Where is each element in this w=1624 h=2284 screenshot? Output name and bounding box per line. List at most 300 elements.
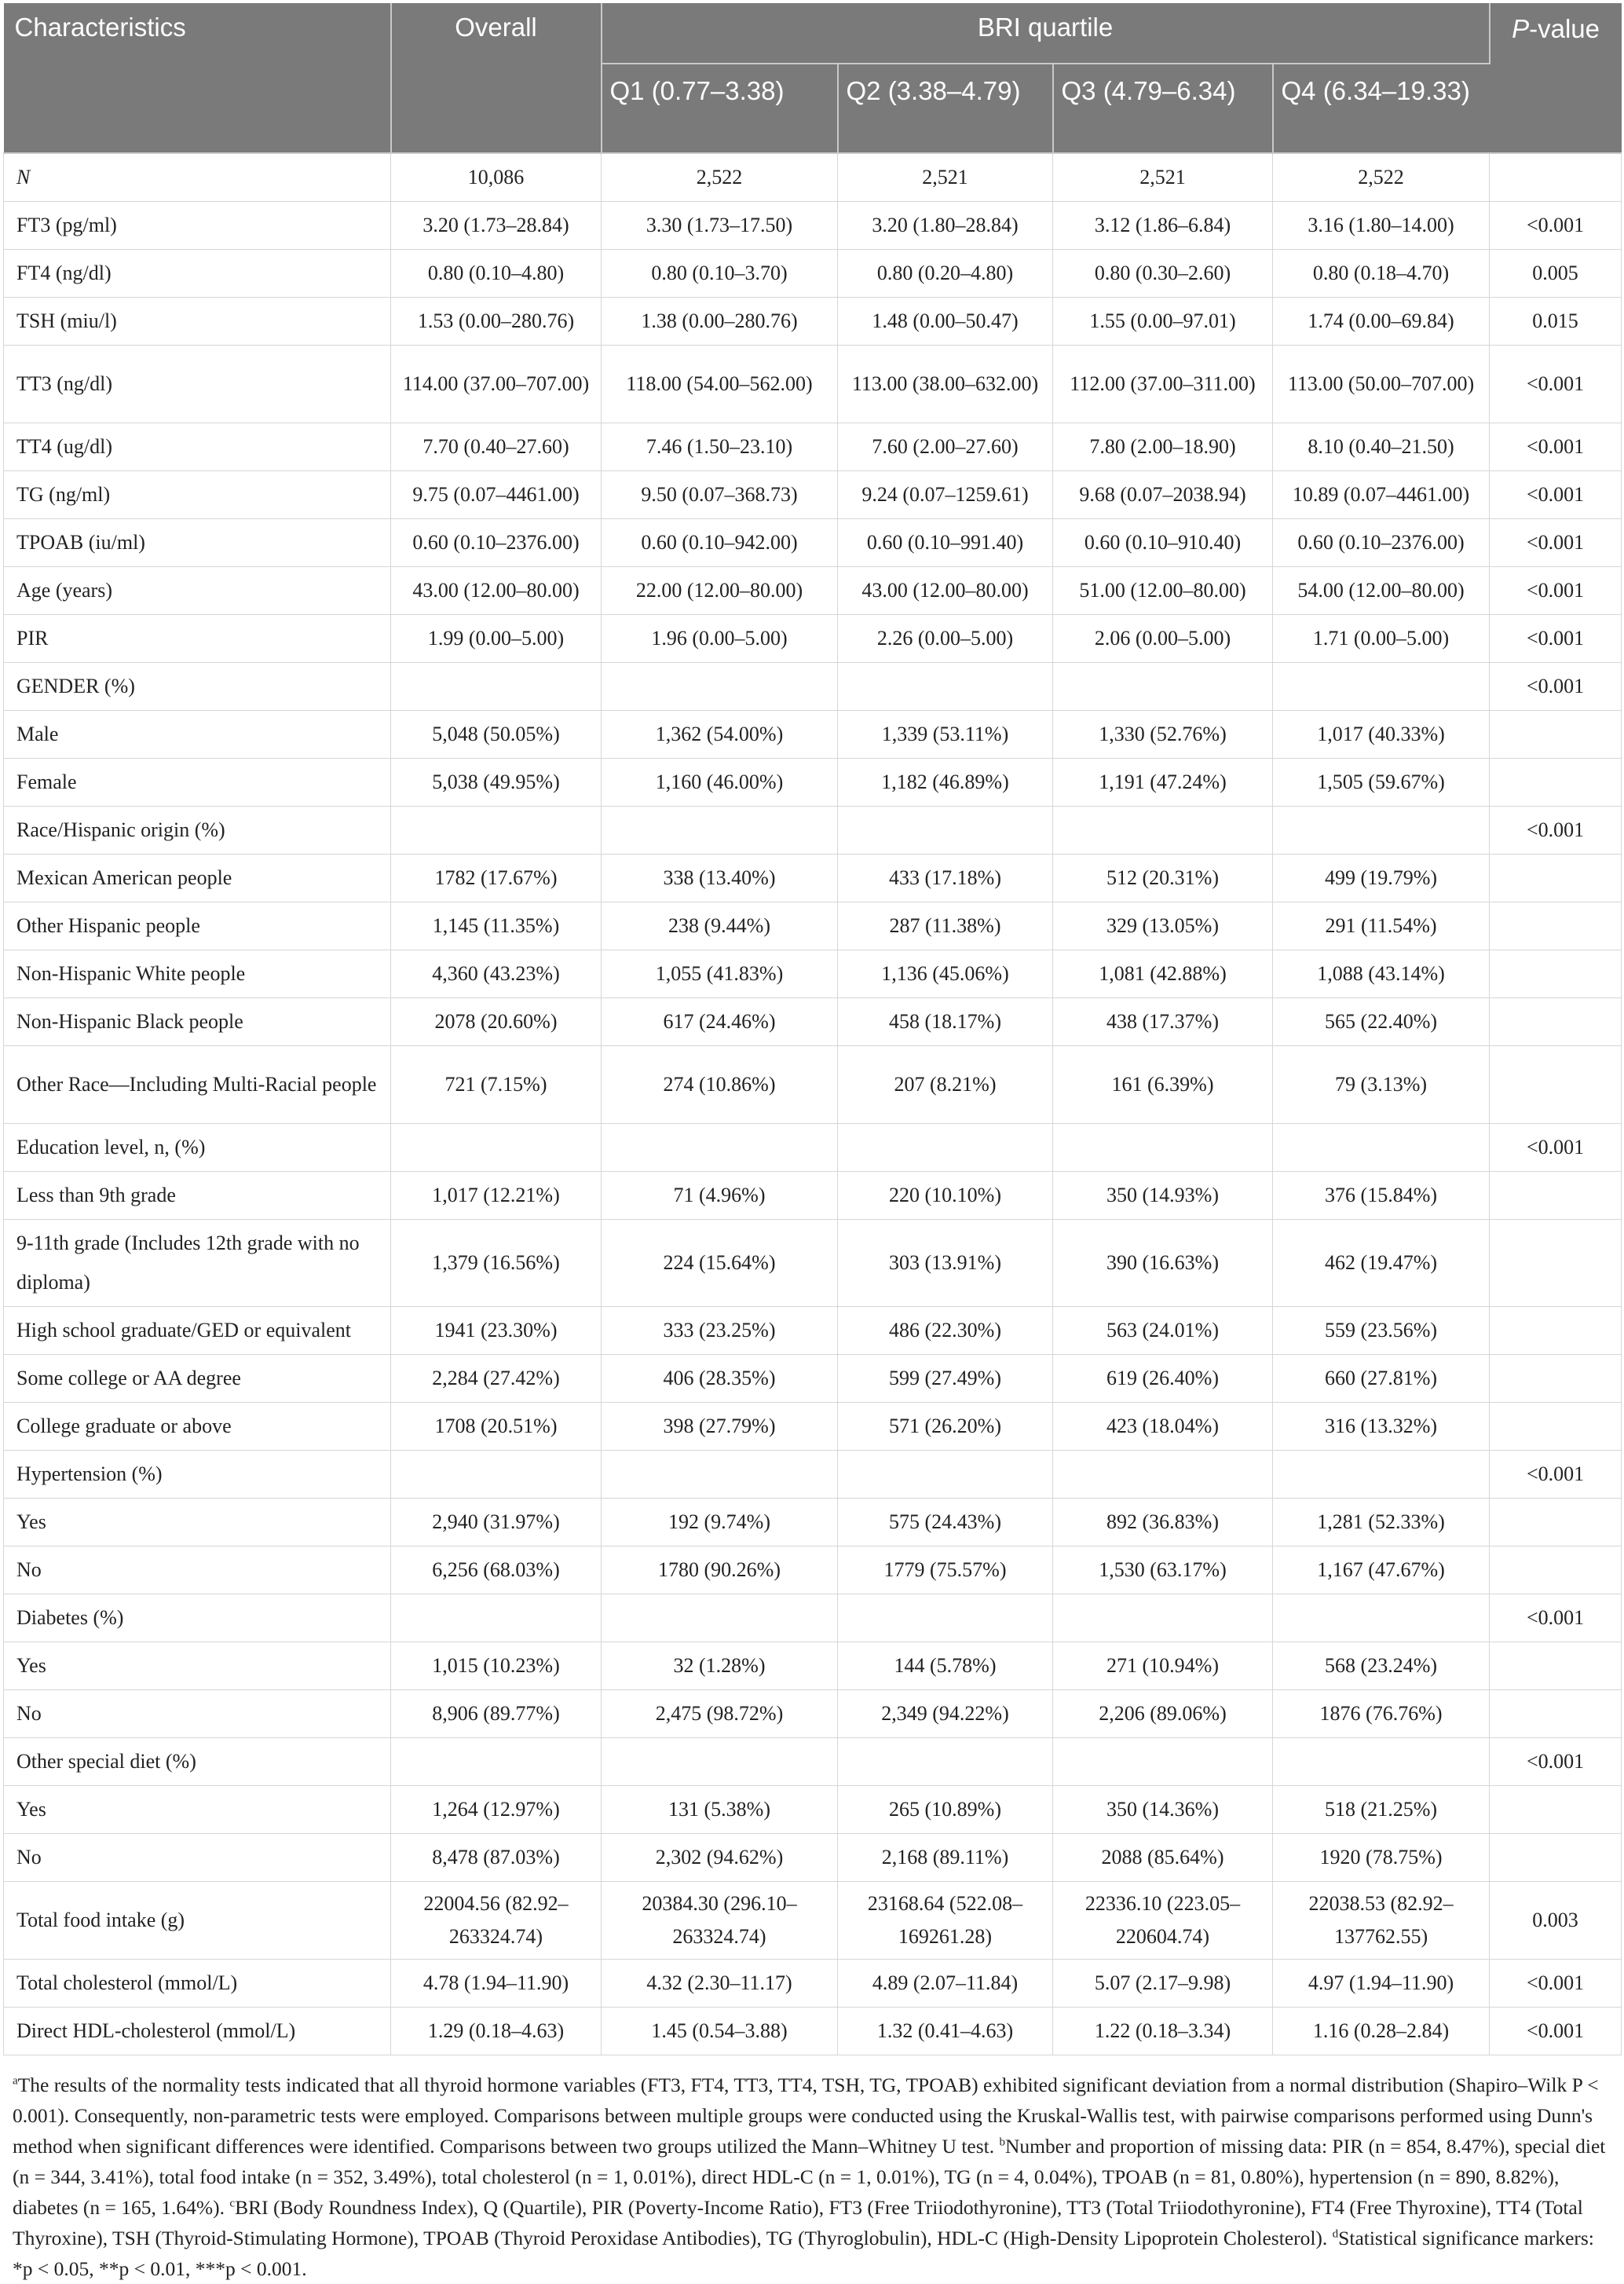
cell-q2: 458 (18.17%) — [838, 998, 1053, 1046]
cell-q1: 1,362 (54.00%) — [602, 711, 838, 759]
table-row — [4, 1594, 1622, 1642]
table-row — [4, 298, 1622, 346]
cell-p-value — [1490, 1307, 1622, 1355]
cell-characteristic: Other Race—Including Multi-Racial people — [4, 1046, 391, 1124]
cell-q3: 51.00 (12.00–80.00) — [1053, 567, 1273, 615]
header-bri-quartile: BRI quartile — [602, 3, 1490, 64]
cell-q4: 660 (27.81%) — [1273, 1355, 1490, 1403]
cell-p-value — [1490, 1355, 1622, 1403]
cell-q4: 0.80 (0.18–4.70) — [1273, 250, 1490, 298]
cell-q1 — [602, 807, 838, 855]
cell-characteristic: TPOAB (iu/ml) — [4, 519, 391, 567]
cell-q1: 9.50 (0.07–368.73) — [602, 471, 838, 519]
cell-p-value — [1490, 1834, 1622, 1882]
cell-q1: 1.45 (0.54–3.88) — [602, 2008, 838, 2055]
cell-q1: 1,160 (46.00%) — [602, 759, 838, 807]
cell-overall: 4,360 (43.23%) — [391, 950, 602, 998]
cell-q3: 3.12 (1.86–6.84) — [1053, 202, 1273, 250]
cell-q2 — [838, 663, 1053, 711]
cell-q1 — [602, 1124, 838, 1172]
cell-q4 — [1273, 1451, 1490, 1499]
cell-characteristic: N — [4, 153, 391, 202]
cell-characteristic: TG (ng/ml) — [4, 471, 391, 519]
cell-q2 — [838, 1124, 1053, 1172]
cell-p-value — [1490, 1046, 1622, 1124]
cell-characteristic: Diabetes (%) — [4, 1594, 391, 1642]
cell-q3 — [1053, 1124, 1273, 1172]
cell-p-value — [1490, 855, 1622, 902]
cell-q1 — [602, 1594, 838, 1642]
cell-q2 — [838, 807, 1053, 855]
cell-q2: 2,168 (89.11%) — [838, 1834, 1053, 1882]
baseline-characteristics-table — [3, 3, 1622, 2055]
table-footnotes — [3, 2070, 1621, 2284]
cell-q2: 571 (26.20%) — [838, 1403, 1053, 1451]
table-row — [4, 950, 1622, 998]
footnote-b-mark: b — [999, 2136, 1005, 2149]
cell-q4: 0.60 (0.10–2376.00) — [1273, 519, 1490, 567]
cell-q1: 224 (15.64%) — [602, 1220, 838, 1307]
cell-overall — [391, 1594, 602, 1642]
footnote-a: The results of the normality tests indicated that all thyroid hormone variables (FT3, FT4, TT3, TT4, TSH, TG, TPOAB) exhibited significant deviation from a normal distribution (Shapiro–Wilk P < 0.001). Consequently, non-parametric tests were employed. Comparisons between multiple groups were conducted using the Kruskal-Wallis test, with pairwise comparisons performed using Dunn's method when significant differences were identified. Comparisons between two groups utilized the Mann–Whitney U test. — [13, 2074, 1599, 2158]
cell-p-value — [1490, 1786, 1622, 1834]
cell-q3: 619 (26.40%) — [1053, 1355, 1273, 1403]
cell-q3: 161 (6.39%) — [1053, 1046, 1273, 1124]
cell-overall: 2,940 (31.97%) — [391, 1499, 602, 1546]
table-row — [4, 1690, 1622, 1738]
cell-q3 — [1053, 1594, 1273, 1642]
cell-q2: 3.20 (1.80–28.84) — [838, 202, 1053, 250]
cell-q1: 192 (9.74%) — [602, 1499, 838, 1546]
cell-q1: 398 (27.79%) — [602, 1403, 838, 1451]
cell-overall: 1.99 (0.00–5.00) — [391, 615, 602, 663]
cell-overall: 5,038 (49.95%) — [391, 759, 602, 807]
cell-q1: 338 (13.40%) — [602, 855, 838, 902]
cell-characteristic: Hypertension (%) — [4, 1451, 391, 1499]
cell-overall: 43.00 (12.00–80.00) — [391, 567, 602, 615]
table-row — [4, 759, 1622, 807]
cell-overall — [391, 663, 602, 711]
cell-p-value: <0.001 — [1490, 1594, 1622, 1642]
cell-p-value — [1490, 1499, 1622, 1546]
table-row — [4, 1307, 1622, 1355]
cell-q1: 20384.30 (296.10–263324.74) — [602, 1882, 838, 1960]
table-row — [4, 2008, 1622, 2055]
cell-p-value: <0.001 — [1490, 346, 1622, 423]
cell-overall: 22004.56 (82.92–263324.74) — [391, 1882, 602, 1960]
cell-q3 — [1053, 807, 1273, 855]
cell-characteristic: High school graduate/GED or equivalent — [4, 1307, 391, 1355]
cell-q3: 5.07 (2.17–9.98) — [1053, 1960, 1273, 2008]
cell-q2: 303 (13.91%) — [838, 1220, 1053, 1307]
cell-q4: 1,505 (59.67%) — [1273, 759, 1490, 807]
cell-q3: 329 (13.05%) — [1053, 902, 1273, 950]
cell-p-value — [1490, 1220, 1622, 1307]
cell-overall: 1708 (20.51%) — [391, 1403, 602, 1451]
cell-q4: 10.89 (0.07–4461.00) — [1273, 471, 1490, 519]
cell-q1 — [602, 1451, 838, 1499]
cell-overall: 0.60 (0.10–2376.00) — [391, 519, 602, 567]
table-row — [4, 711, 1622, 759]
cell-p-value: <0.001 — [1490, 567, 1622, 615]
cell-characteristic: FT4 (ng/dl) — [4, 250, 391, 298]
table-row — [4, 1046, 1622, 1124]
cell-q4: 113.00 (50.00–707.00) — [1273, 346, 1490, 423]
cell-overall: 1941 (23.30%) — [391, 1307, 602, 1355]
table-row — [4, 250, 1622, 298]
cell-q3: 350 (14.93%) — [1053, 1172, 1273, 1220]
cell-p-value — [1490, 1403, 1622, 1451]
cell-q4: 1920 (78.75%) — [1273, 1834, 1490, 1882]
header-overall: Overall — [391, 3, 602, 153]
cell-q3: 438 (17.37%) — [1053, 998, 1273, 1046]
table-row — [4, 1172, 1622, 1220]
cell-characteristic: Total food intake (g) — [4, 1882, 391, 1960]
cell-characteristic: FT3 (pg/ml) — [4, 202, 391, 250]
cell-q4: 559 (23.56%) — [1273, 1307, 1490, 1355]
cell-q1: 2,522 — [602, 153, 838, 202]
cell-q3: 1.55 (0.00–97.01) — [1053, 298, 1273, 346]
cell-q2: 2.26 (0.00–5.00) — [838, 615, 1053, 663]
cell-p-value: <0.001 — [1490, 2008, 1622, 2055]
cell-overall — [391, 1451, 602, 1499]
cell-q3 — [1053, 1738, 1273, 1786]
cell-characteristic: Less than 9th grade — [4, 1172, 391, 1220]
cell-q2: 113.00 (38.00–632.00) — [838, 346, 1053, 423]
cell-characteristic: College graduate or above — [4, 1403, 391, 1451]
table-row — [4, 615, 1622, 663]
cell-p-value — [1490, 1172, 1622, 1220]
header-characteristics: Characteristics — [4, 3, 391, 153]
cell-p-value: <0.001 — [1490, 423, 1622, 471]
cell-q1: 1780 (90.26%) — [602, 1546, 838, 1594]
table-row — [4, 1355, 1622, 1403]
cell-characteristic: No — [4, 1834, 391, 1882]
cell-q2: 0.60 (0.10–991.40) — [838, 519, 1053, 567]
cell-q3: 2088 (85.64%) — [1053, 1834, 1273, 1882]
cell-characteristic: Female — [4, 759, 391, 807]
cell-overall: 9.75 (0.07–4461.00) — [391, 471, 602, 519]
cell-q2: 1.32 (0.41–4.63) — [838, 2008, 1053, 2055]
cell-characteristic: Non-Hispanic Black people — [4, 998, 391, 1046]
cell-p-value: <0.001 — [1490, 1738, 1622, 1786]
cell-q2: 1,182 (46.89%) — [838, 759, 1053, 807]
cell-q3: 1,530 (63.17%) — [1053, 1546, 1273, 1594]
cell-overall: 1,379 (16.56%) — [391, 1220, 602, 1307]
cell-characteristic: Other special diet (%) — [4, 1738, 391, 1786]
cell-q4: 1876 (76.76%) — [1273, 1690, 1490, 1738]
cell-characteristic: Yes — [4, 1786, 391, 1834]
cell-q4: 1,088 (43.14%) — [1273, 950, 1490, 998]
cell-overall: 1.53 (0.00–280.76) — [391, 298, 602, 346]
table-body — [4, 153, 1622, 2055]
table-container — [3, 3, 1621, 2284]
cell-q3: 512 (20.31%) — [1053, 855, 1273, 902]
cell-q2: 486 (22.30%) — [838, 1307, 1053, 1355]
cell-overall: 1,264 (12.97%) — [391, 1786, 602, 1834]
cell-q4 — [1273, 1738, 1490, 1786]
cell-p-value: 0.015 — [1490, 298, 1622, 346]
table-row — [4, 1834, 1622, 1882]
cell-q2 — [838, 1594, 1053, 1642]
footnote-a-mark: a — [13, 2074, 18, 2088]
cell-q2: 1,136 (45.06%) — [838, 950, 1053, 998]
cell-q4: 54.00 (12.00–80.00) — [1273, 567, 1490, 615]
cell-p-value — [1490, 1690, 1622, 1738]
cell-q2: 23168.64 (522.08–169261.28) — [838, 1882, 1053, 1960]
table-row — [4, 202, 1622, 250]
cell-q1: 4.32 (2.30–11.17) — [602, 1960, 838, 2008]
cell-characteristic: GENDER (%) — [4, 663, 391, 711]
cell-q4 — [1273, 1594, 1490, 1642]
cell-q4: 1.71 (0.00–5.00) — [1273, 615, 1490, 663]
cell-q2: 265 (10.89%) — [838, 1786, 1053, 1834]
cell-q2: 599 (27.49%) — [838, 1355, 1053, 1403]
cell-overall: 2,284 (27.42%) — [391, 1355, 602, 1403]
cell-q4: 22038.53 (82.92–137762.55) — [1273, 1882, 1490, 1960]
cell-q3: 7.80 (2.00–18.90) — [1053, 423, 1273, 471]
cell-characteristic: Male — [4, 711, 391, 759]
cell-q4: 499 (19.79%) — [1273, 855, 1490, 902]
cell-p-value — [1490, 153, 1622, 202]
cell-q3 — [1053, 1451, 1273, 1499]
cell-q3: 112.00 (37.00–311.00) — [1053, 346, 1273, 423]
cell-q3: 0.80 (0.30–2.60) — [1053, 250, 1273, 298]
cell-overall — [391, 1738, 602, 1786]
header-q3: Q3 (4.79–6.34) — [1053, 64, 1273, 153]
cell-q3: 1.22 (0.18–3.34) — [1053, 2008, 1273, 2055]
table-row — [4, 1220, 1622, 1307]
cell-characteristic: Education level, n, (%) — [4, 1124, 391, 1172]
table-row — [4, 471, 1622, 519]
header-q4: Q4 (6.34–19.33) — [1273, 64, 1490, 153]
cell-p-value: <0.001 — [1490, 807, 1622, 855]
cell-q3: 423 (18.04%) — [1053, 1403, 1273, 1451]
cell-overall: 721 (7.15%) — [391, 1046, 602, 1124]
table-row — [4, 346, 1622, 423]
cell-p-value — [1490, 902, 1622, 950]
cell-p-value — [1490, 1642, 1622, 1690]
table-row — [4, 1642, 1622, 1690]
cell-overall: 1.29 (0.18–4.63) — [391, 2008, 602, 2055]
cell-characteristic: Non-Hispanic White people — [4, 950, 391, 998]
cell-q1: 0.60 (0.10–942.00) — [602, 519, 838, 567]
footnote-b: Number and proportion of missing data: PIR (n = 854, 8.47%), special diet (n = 344, 3.41%), total food intake (n = 352, 3.49%), total cholesterol (n = 1, 0.01%), direct HDL-C (n = 1, 0.01%), TG (n = 4, 0.04%), TPOAB (n = 81, 0.80%), hypertension (n = 890, 8.82%), diabetes (n = 165, 1.64%). — [13, 2135, 1606, 2219]
cell-q3: 1,081 (42.88%) — [1053, 950, 1273, 998]
cell-q2: 2,349 (94.22%) — [838, 1690, 1053, 1738]
cell-overall: 114.00 (37.00–707.00) — [391, 346, 602, 423]
cell-characteristic: TT4 (ug/dl) — [4, 423, 391, 471]
cell-q2 — [838, 1738, 1053, 1786]
footnote-c-mark: c — [229, 2197, 236, 2210]
cell-p-value: <0.001 — [1490, 202, 1622, 250]
cell-q3: 9.68 (0.07–2038.94) — [1053, 471, 1273, 519]
cell-characteristic: Yes — [4, 1642, 391, 1690]
table-row — [4, 423, 1622, 471]
cell-q4: 518 (21.25%) — [1273, 1786, 1490, 1834]
table-row — [4, 998, 1622, 1046]
cell-q3: 563 (24.01%) — [1053, 1307, 1273, 1355]
cell-q1: 617 (24.46%) — [602, 998, 838, 1046]
cell-p-value: 0.005 — [1490, 250, 1622, 298]
cell-q1: 131 (5.38%) — [602, 1786, 838, 1834]
table-row — [4, 1546, 1622, 1594]
table-row — [4, 1960, 1622, 2008]
cell-q4 — [1273, 1124, 1490, 1172]
cell-q3: 892 (36.83%) — [1053, 1499, 1273, 1546]
header-q1: Q1 (0.77–3.38) — [602, 64, 838, 153]
table-row — [4, 1499, 1622, 1546]
cell-q2: 1779 (75.57%) — [838, 1546, 1053, 1594]
cell-q2: 43.00 (12.00–80.00) — [838, 567, 1053, 615]
cell-characteristic: Direct HDL-cholesterol (mmol/L) — [4, 2008, 391, 2055]
cell-q2: 575 (24.43%) — [838, 1499, 1053, 1546]
cell-q4: 568 (23.24%) — [1273, 1642, 1490, 1690]
cell-characteristic: TT3 (ng/dl) — [4, 346, 391, 423]
table-row — [4, 519, 1622, 567]
cell-p-value: <0.001 — [1490, 1960, 1622, 2008]
cell-q1: 2,475 (98.72%) — [602, 1690, 838, 1738]
cell-q2 — [838, 1451, 1053, 1499]
cell-p-value: <0.001 — [1490, 471, 1622, 519]
table-row — [4, 1451, 1622, 1499]
cell-q4: 4.97 (1.94–11.90) — [1273, 1960, 1490, 2008]
footnote-c: BRI (Body Roundness Index), Q (Quartile), PIR (Poverty-Income Ratio), FT3 (Free Triiodothyronine), TT3 (Total Triiodothyronine), FT4 (Free Thyroxine), TT4 (Total Thyroxine), TSH (Thyroid-Stimulating Hormone), TPOAB (Thyroid Peroxidase Antibodies), TG (Thyroglobulin), HDL-C (High-Density Lipoprotein Cholesterol). — [13, 2196, 1583, 2249]
cell-q3: 0.60 (0.10–910.40) — [1053, 519, 1273, 567]
cell-q2: 9.24 (0.07–1259.61) — [838, 471, 1053, 519]
cell-q2: 1.48 (0.00–50.47) — [838, 298, 1053, 346]
cell-overall: 3.20 (1.73–28.84) — [391, 202, 602, 250]
cell-q3: 350 (14.36%) — [1053, 1786, 1273, 1834]
cell-overall: 4.78 (1.94–11.90) — [391, 1960, 602, 2008]
cell-p-value: <0.001 — [1490, 1124, 1622, 1172]
header-q2: Q2 (3.38–4.79) — [838, 64, 1053, 153]
p-letter: P — [1512, 14, 1530, 43]
cell-q1: 118.00 (54.00–562.00) — [602, 346, 838, 423]
cell-q2: 4.89 (2.07–11.84) — [838, 1960, 1053, 2008]
cell-characteristic: TSH (miu/l) — [4, 298, 391, 346]
cell-q2: 144 (5.78%) — [838, 1642, 1053, 1690]
cell-q4: 1.16 (0.28–2.84) — [1273, 2008, 1490, 2055]
table-row — [4, 1403, 1622, 1451]
cell-q2: 1,339 (53.11%) — [838, 711, 1053, 759]
cell-q4: 8.10 (0.40–21.50) — [1273, 423, 1490, 471]
cell-q3: 22336.10 (223.05–220604.74) — [1053, 1882, 1273, 1960]
cell-p-value — [1490, 711, 1622, 759]
cell-q3 — [1053, 663, 1273, 711]
cell-q1: 3.30 (1.73–17.50) — [602, 202, 838, 250]
cell-p-value — [1490, 759, 1622, 807]
header-p-value — [1490, 3, 1622, 153]
footnote-d: Statistical significance markers: *p < 0.05, **p < 0.01, ***p < 0.001. — [13, 2227, 1594, 2280]
cell-q3: 2,206 (89.06%) — [1053, 1690, 1273, 1738]
cell-p-value — [1490, 998, 1622, 1046]
cell-overall: 1,015 (10.23%) — [391, 1642, 602, 1690]
table-row — [4, 567, 1622, 615]
cell-q4 — [1273, 663, 1490, 711]
cell-p-value: <0.001 — [1490, 615, 1622, 663]
cell-q3: 2,521 — [1053, 153, 1273, 202]
cell-q2: 433 (17.18%) — [838, 855, 1053, 902]
cell-q1: 71 (4.96%) — [602, 1172, 838, 1220]
table-row — [4, 1786, 1622, 1834]
table-row — [4, 807, 1622, 855]
cell-q1: 238 (9.44%) — [602, 902, 838, 950]
cell-overall: 6,256 (68.03%) — [391, 1546, 602, 1594]
cell-q1 — [602, 1738, 838, 1786]
cell-characteristic: Yes — [4, 1499, 391, 1546]
cell-p-value: <0.001 — [1490, 519, 1622, 567]
cell-overall: 0.80 (0.10–4.80) — [391, 250, 602, 298]
cell-characteristic: Other Hispanic people — [4, 902, 391, 950]
cell-characteristic: Mexican American people — [4, 855, 391, 902]
cell-p-value — [1490, 1546, 1622, 1594]
table-row — [4, 855, 1622, 902]
cell-characteristic: Total cholesterol (mmol/L) — [4, 1960, 391, 2008]
cell-q2: 0.80 (0.20–4.80) — [838, 250, 1053, 298]
cell-p-value: <0.001 — [1490, 1451, 1622, 1499]
cell-q1: 333 (23.25%) — [602, 1307, 838, 1355]
cell-q1 — [602, 663, 838, 711]
cell-q2: 207 (8.21%) — [838, 1046, 1053, 1124]
cell-overall: 10,086 — [391, 153, 602, 202]
cell-q2: 7.60 (2.00–27.60) — [838, 423, 1053, 471]
cell-q4: 1.74 (0.00–69.84) — [1273, 298, 1490, 346]
cell-q4: 1,017 (40.33%) — [1273, 711, 1490, 759]
p-suffix: -value — [1529, 14, 1600, 43]
table-row — [4, 902, 1622, 950]
cell-q1: 274 (10.86%) — [602, 1046, 838, 1124]
cell-q1: 2,302 (94.62%) — [602, 1834, 838, 1882]
cell-overall: 1782 (17.67%) — [391, 855, 602, 902]
cell-q1: 0.80 (0.10–3.70) — [602, 250, 838, 298]
cell-q4: 291 (11.54%) — [1273, 902, 1490, 950]
table-row — [4, 1738, 1622, 1786]
cell-q3: 1,330 (52.76%) — [1053, 711, 1273, 759]
cell-q1: 32 (1.28%) — [602, 1642, 838, 1690]
cell-q1: 1.96 (0.00–5.00) — [602, 615, 838, 663]
cell-characteristic: No — [4, 1546, 391, 1594]
cell-overall: 7.70 (0.40–27.60) — [391, 423, 602, 471]
cell-p-value: 0.003 — [1490, 1882, 1622, 1960]
cell-q1: 406 (28.35%) — [602, 1355, 838, 1403]
footnote-d-mark: d — [1332, 2227, 1339, 2241]
cell-q4: 79 (3.13%) — [1273, 1046, 1490, 1124]
cell-q3: 390 (16.63%) — [1053, 1220, 1273, 1307]
cell-q4: 565 (22.40%) — [1273, 998, 1490, 1046]
cell-overall: 8,478 (87.03%) — [391, 1834, 602, 1882]
cell-q4: 376 (15.84%) — [1273, 1172, 1490, 1220]
cell-overall — [391, 1124, 602, 1172]
cell-q2: 220 (10.10%) — [838, 1172, 1053, 1220]
cell-q1: 7.46 (1.50–23.10) — [602, 423, 838, 471]
cell-q1: 22.00 (12.00–80.00) — [602, 567, 838, 615]
cell-characteristic: PIR — [4, 615, 391, 663]
cell-q4: 1,281 (52.33%) — [1273, 1499, 1490, 1546]
cell-overall: 5,048 (50.05%) — [391, 711, 602, 759]
cell-q3: 271 (10.94%) — [1053, 1642, 1273, 1690]
cell-q2: 287 (11.38%) — [838, 902, 1053, 950]
table-row — [4, 1124, 1622, 1172]
cell-overall: 2078 (20.60%) — [391, 998, 602, 1046]
cell-q2: 2,521 — [838, 153, 1053, 202]
cell-q4: 3.16 (1.80–14.00) — [1273, 202, 1490, 250]
cell-q1: 1,055 (41.83%) — [602, 950, 838, 998]
table-row — [4, 153, 1622, 202]
table-row — [4, 663, 1622, 711]
cell-q3: 1,191 (47.24%) — [1053, 759, 1273, 807]
cell-q4: 316 (13.32%) — [1273, 1403, 1490, 1451]
